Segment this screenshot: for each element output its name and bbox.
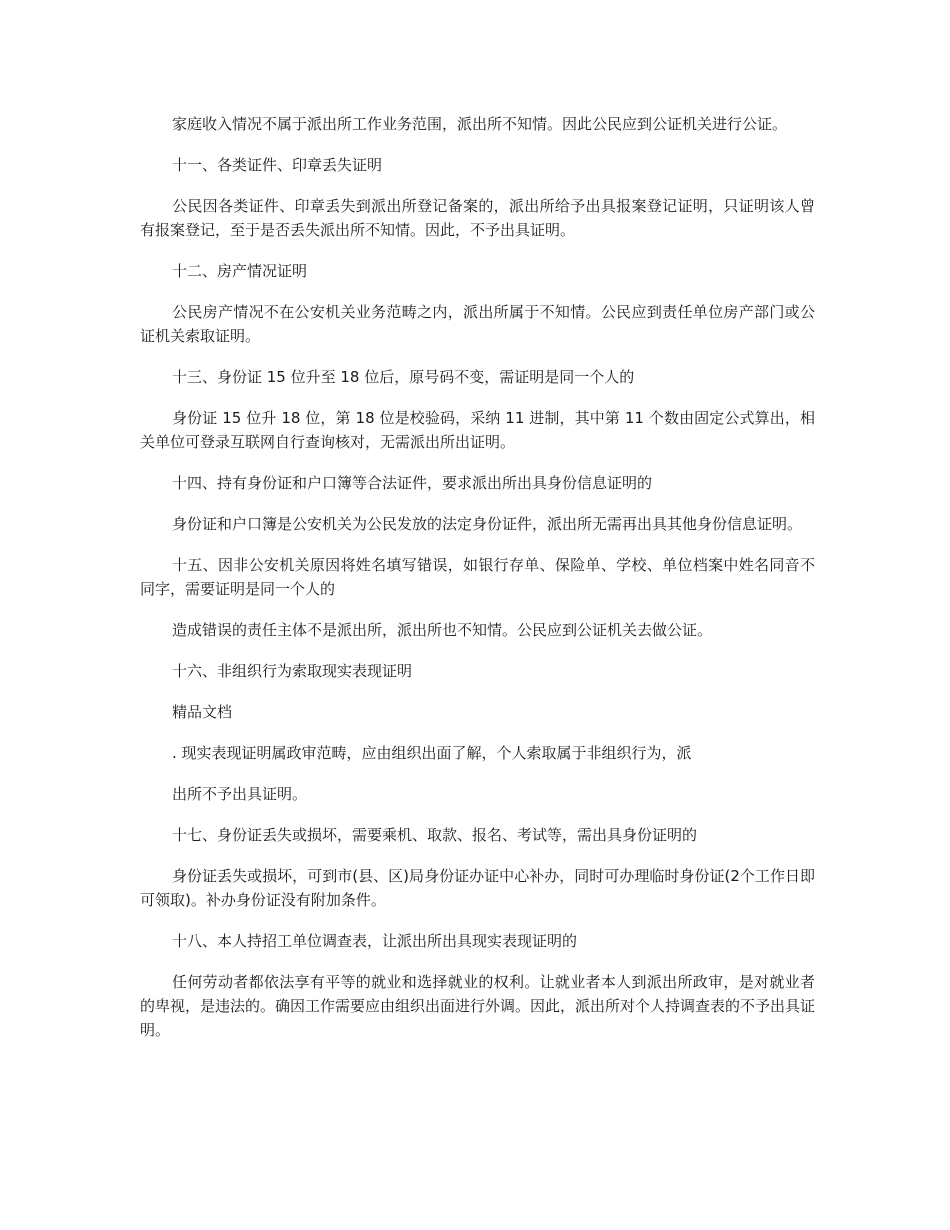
paragraph-11: 公民因各类证件、印章丢失到派出所登记备案的，派出所给予出具报案登记证明，只证明该人曾有报案登记，至于是否丢失派出所不知情。因此，不予出具证明。 xyxy=(140,197,815,239)
heading-11: 十一、各类证件、印章丢失证明 xyxy=(172,156,383,174)
paragraph-12: 公民房产情况不在公安机关业务范畴之内，派出所属于不知情。公民应到责任单位房产部门或公证机关索取证明。 xyxy=(140,303,815,345)
document-body xyxy=(140,112,815,1059)
heading-14: 十四、持有身份证和户口簿等合法证件，要求派出所出具身份信息证明的 xyxy=(172,474,653,492)
paragraph-18: 任何劳动者都依法享有平等的就业和选择就业的权利。让就业者本人到派出所政审，是对就业者的卑视，是违法的。确因工作需要应由组织出面进行外调。因此，派出所对个人持调查表的不予出具证明。 xyxy=(140,973,816,1039)
heading-13: 十三、身份证 15 位升至 18 位后，原号码不变，需证明是同一个人的 xyxy=(172,368,635,386)
paragraph-16-part2: 出所不予出具证明。 xyxy=(172,785,308,803)
heading-12: 十二、房产情况证明 xyxy=(172,262,308,280)
heading-16: 十六、非组织行为索取现实表现证明 xyxy=(172,662,413,680)
paragraph-14: 身份证和户口簿是公安机关为公民发放的法定身份证件，派出所无需再出具其他身份信息证明。 xyxy=(172,515,803,533)
paragraph-16-part1: . 现实表现证明属政审范畴，应由组织出面了解，个人索取属于非组织行为，派 xyxy=(172,744,692,762)
paragraph-household-income: 家庭收入情况不属于派出所工作业务范围，派出所不知情。因此公民应到公证机关进行公证。 xyxy=(172,115,788,133)
paragraph-15: 造成错误的责任主体不是派出所，派出所也不知情。公民应到公证机关去做公证。 xyxy=(172,621,713,639)
paragraph-13: 身份证 15 位升 18 位，第 18 位是校验码，采纳 11 进制，其中第 11 个数由固定公式算出，相关单位可登录互联网自行查询核对，无需派出所出证明。 xyxy=(140,409,815,451)
heading-17: 十七、身份证丢失或损坏，需要乘机、取款、报名、考试等，需出具身份证明的 xyxy=(172,826,698,844)
heading-15: 十五、因非公安机关原因将姓名填写错误，如银行存单、保险单、学校、单位档案中姓名同音不同字，需要证明是同一个人的 xyxy=(140,556,815,598)
paragraph-17: 身份证丢失或损坏，可到市(县、区)局身份证办证中心补办，同时可办理临时身份证(2个工作日即可领取)。补办身份证没有附加条件。 xyxy=(140,867,815,909)
watermark-text: 精品文档 xyxy=(172,703,233,721)
heading-18: 十八、本人持招工单位调查表，让派出所出具现实表现证明的 xyxy=(172,932,578,950)
